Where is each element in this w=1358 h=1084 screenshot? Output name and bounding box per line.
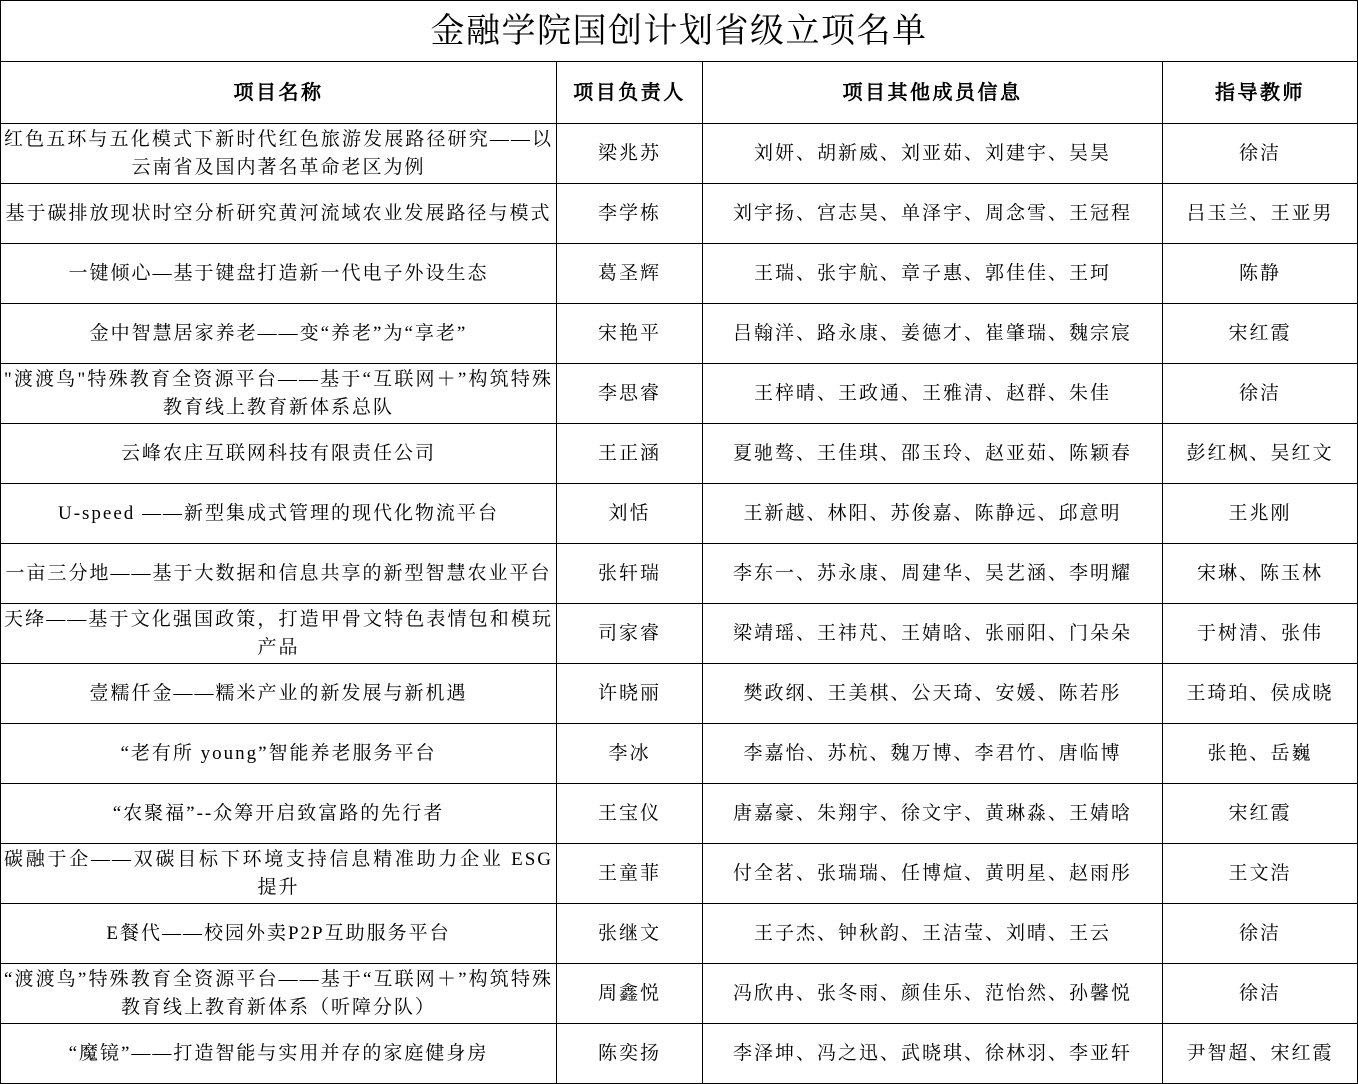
members-cell: 李嘉怡、苏杭、魏万博、李君竹、唐临博 [703, 724, 1163, 784]
leader-cell: 梁兆苏 [557, 124, 703, 184]
project-name-cell: 天绛——基于文化强国政策，打造甲骨文特色表情包和模玩产品 [1, 604, 557, 664]
advisor-cell: 于树清、张伟 [1163, 604, 1358, 664]
advisor-cell: 陈静 [1163, 244, 1358, 304]
leader-cell: 李思睿 [557, 364, 703, 424]
project-name-cell: “老有所 young”智能养老服务平台 [1, 724, 557, 784]
members-cell: 王子杰、钟秋韵、王洁莹、刘晴、王云 [703, 904, 1163, 964]
leader-cell: 葛圣辉 [557, 244, 703, 304]
leader-cell: 李冰 [557, 724, 703, 784]
advisor-cell: 宋琳、陈玉林 [1163, 544, 1358, 604]
table-title: 金融学院国创计划省级立项名单 [1, 1, 1358, 62]
project-name-cell: “魔镜”——打造智能与实用并存的家庭健身房 [1, 1024, 557, 1084]
members-cell: 刘宇扬、宫志昊、单泽宇、周念雪、王冠程 [703, 184, 1163, 244]
project-name-cell: 基于碳排放现状时空分析研究黄河流域农业发展路径与模式 [1, 184, 557, 244]
members-cell: 王梓晴、王政通、王雅清、赵群、朱佳 [703, 364, 1163, 424]
advisor-cell: 王兆刚 [1163, 484, 1358, 544]
header-members: 项目其他成员信息 [703, 62, 1163, 124]
leader-cell: 许晓丽 [557, 664, 703, 724]
advisor-cell: 王琦珀、侯成晓 [1163, 664, 1358, 724]
members-cell: 吕翰洋、路永康、姜德才、崔肇瑞、魏宗宸 [703, 304, 1163, 364]
leader-cell: 周鑫悦 [557, 964, 703, 1024]
leader-cell: 刘恬 [557, 484, 703, 544]
members-cell: 冯欣冉、张冬雨、颜佳乐、范怡然、孙馨悦 [703, 964, 1163, 1024]
members-cell: 付全茗、张瑞瑞、任博煊、黄明星、赵雨彤 [703, 844, 1163, 904]
project-name-cell: 碳融于企——双碳目标下环境支持信息精准助力企业 ESG 提升 [1, 844, 557, 904]
leader-cell: 王正涵 [557, 424, 703, 484]
members-cell: 刘妍、胡新威、刘亚茹、刘建宇、吴昊 [703, 124, 1163, 184]
header-project-name: 项目名称 [1, 62, 557, 124]
advisor-cell: 彭红枫、吴红文 [1163, 424, 1358, 484]
advisor-cell: 吕玉兰、王亚男 [1163, 184, 1358, 244]
project-name-cell: 一亩三分地——基于大数据和信息共享的新型智慧农业平台 [1, 544, 557, 604]
members-cell: 王瑞、张宇航、章子惠、郭佳佳、王珂 [703, 244, 1163, 304]
members-cell: 唐嘉豪、朱翔宇、徐文宇、黄琳淼、王婧晗 [703, 784, 1163, 844]
members-cell: 李东一、苏永康、周建华、吴艺涵、李明耀 [703, 544, 1163, 604]
project-name-cell: 金中智慧居家养老——变“养老”为“享老” [1, 304, 557, 364]
members-cell: 夏驰骜、王佳琪、邵玉玲、赵亚茹、陈颖春 [703, 424, 1163, 484]
leader-cell: 王童菲 [557, 844, 703, 904]
leader-cell: 陈奕扬 [557, 1024, 703, 1084]
members-cell: 樊政纲、王美棋、公天琦、安媛、陈若彤 [703, 664, 1163, 724]
members-cell: 李泽坤、冯之迅、武晓琪、徐林羽、李亚轩 [703, 1024, 1163, 1084]
project-name-cell: 壹糯仟金——糯米产业的新发展与新机遇 [1, 664, 557, 724]
advisor-cell: 徐洁 [1163, 964, 1358, 1024]
project-name-cell: 红色五环与五化模式下新时代红色旅游发展路径研究——以云南省及国内著名革命老区为例 [1, 124, 557, 184]
header-advisor: 指导教师 [1163, 62, 1358, 124]
advisor-cell: 尹智超、宋红霞 [1163, 1024, 1358, 1084]
advisor-cell: 张艳、岳巍 [1163, 724, 1358, 784]
members-cell: 梁靖瑶、王祎芃、王婧晗、张丽阳、门朵朵 [703, 604, 1163, 664]
project-name-cell: 云峰农庄互联网科技有限责任公司 [1, 424, 557, 484]
project-name-cell: “渡渡鸟”特殊教育全资源平台——基于“互联网＋”构筑特殊教育线上教育新体系（听障分队） [1, 964, 557, 1024]
members-cell: 王新越、林阳、苏俊嘉、陈静远、邱意明 [703, 484, 1163, 544]
advisor-cell: 宋红霞 [1163, 304, 1358, 364]
leader-cell: 张轩瑞 [557, 544, 703, 604]
leader-cell: 王宝仪 [557, 784, 703, 844]
leader-cell: 宋艳平 [557, 304, 703, 364]
advisor-cell: 王文浩 [1163, 844, 1358, 904]
leader-cell: 李学栋 [557, 184, 703, 244]
leader-cell: 司家睿 [557, 604, 703, 664]
project-name-cell: 一键倾心—基于键盘打造新一代电子外设生态 [1, 244, 557, 304]
project-name-cell: E餐代——校园外卖P2P互助服务平台 [1, 904, 557, 964]
advisor-cell: 徐洁 [1163, 364, 1358, 424]
leader-cell: 张继文 [557, 904, 703, 964]
project-name-cell: "渡渡鸟"特殊教育全资源平台——基于“互联网＋”构筑特殊教育线上教育新体系总队 [1, 364, 557, 424]
project-name-cell: “农聚福”--众筹开启致富路的先行者 [1, 784, 557, 844]
project-name-cell: U-speed ——新型集成式管理的现代化物流平台 [1, 484, 557, 544]
advisor-cell: 徐洁 [1163, 904, 1358, 964]
advisor-cell: 宋红霞 [1163, 784, 1358, 844]
header-leader: 项目负责人 [557, 62, 703, 124]
advisor-cell: 徐洁 [1163, 124, 1358, 184]
